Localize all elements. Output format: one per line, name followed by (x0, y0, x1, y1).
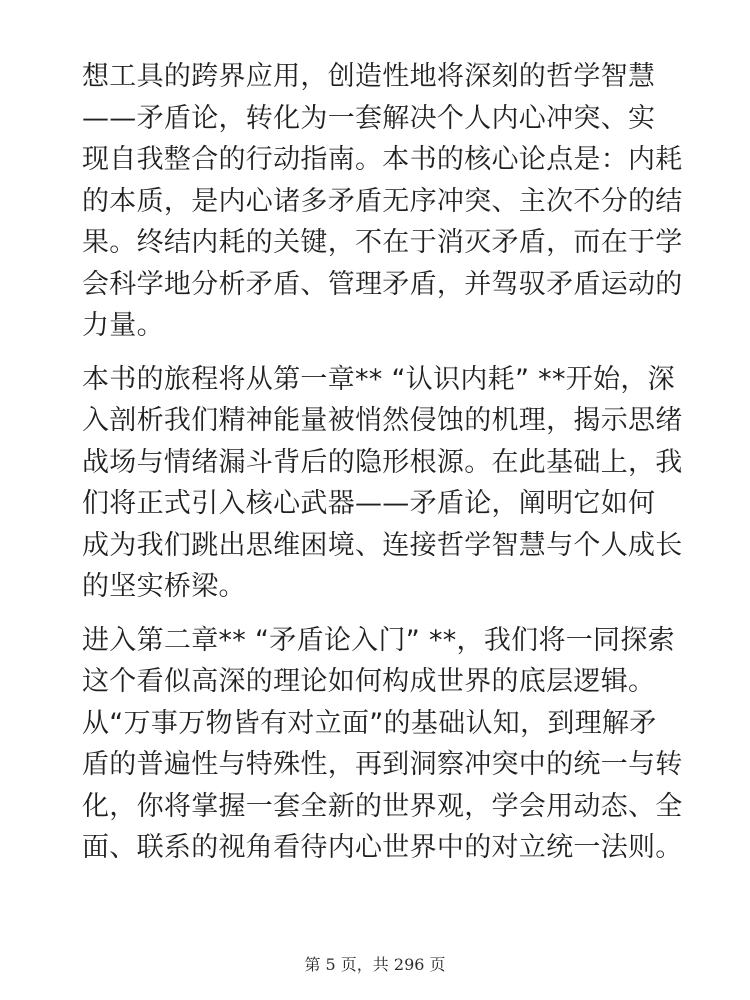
paragraph-3 (82, 620, 682, 869)
text-line: 盾的普遍性与特殊性，再到洞察冲突中的统一与转 (82, 749, 683, 780)
text-line: 的本质，是内心诸多矛盾无序冲突、主次不分的结 (82, 185, 683, 217)
text-line: 战场与情绪漏斗背后的隐形根源。在此基础上，我 (82, 446, 683, 478)
text-line: 会科学地分析矛盾、管理矛盾，并驾驭矛盾运动的 (82, 268, 683, 300)
text-line: 这个看似高深的理论如何构成世界的底层逻辑。 (82, 666, 656, 697)
body-text (82, 56, 682, 881)
text-line: 想工具的跨界应用，创造性地将深刻的哲学智慧 (82, 61, 656, 92)
text-line: 进入第二章** “矛盾论入门” **，我们将一同探索 (82, 624, 675, 656)
text-line: 成为我们跳出思维困境、连接哲学智慧与个人成长 (82, 529, 683, 561)
text-line: 的坚实桥梁。 (82, 571, 246, 602)
text-line: 们将正式引入核心武器——矛盾论，阐明它如何 (82, 488, 656, 519)
text-line: 力量。 (82, 310, 164, 341)
page-number-footer: 第 5 页，共 296 页 (304, 955, 446, 974)
text-line: 果。终结内耗的关键，不在于消灭矛盾，而在于学 (82, 227, 683, 258)
paragraph-2 (82, 359, 682, 608)
text-line: 从“万事万物皆有对立面”的基础认知，到理解矛 (82, 707, 657, 739)
text-line: 面、联系的视角看待内心世界中的对立统一法则。 (82, 832, 683, 863)
paragraph-1 (82, 56, 682, 347)
text-line: 入剖析我们精神能量被悄然侵蚀的机理，揭示思绪 (82, 405, 683, 436)
text-line: 本书的旅程将从第一章** “认识内耗” **开始，深 (82, 363, 675, 395)
text-line: ——矛盾论，转化为一套解决个人内心冲突、实 (82, 102, 656, 134)
text-line: 化，你将掌握一套全新的世界观，学会用动态、全 (82, 790, 683, 822)
text-line: 现自我整合的行动指南。本书的核心论点是：内耗 (82, 144, 683, 175)
